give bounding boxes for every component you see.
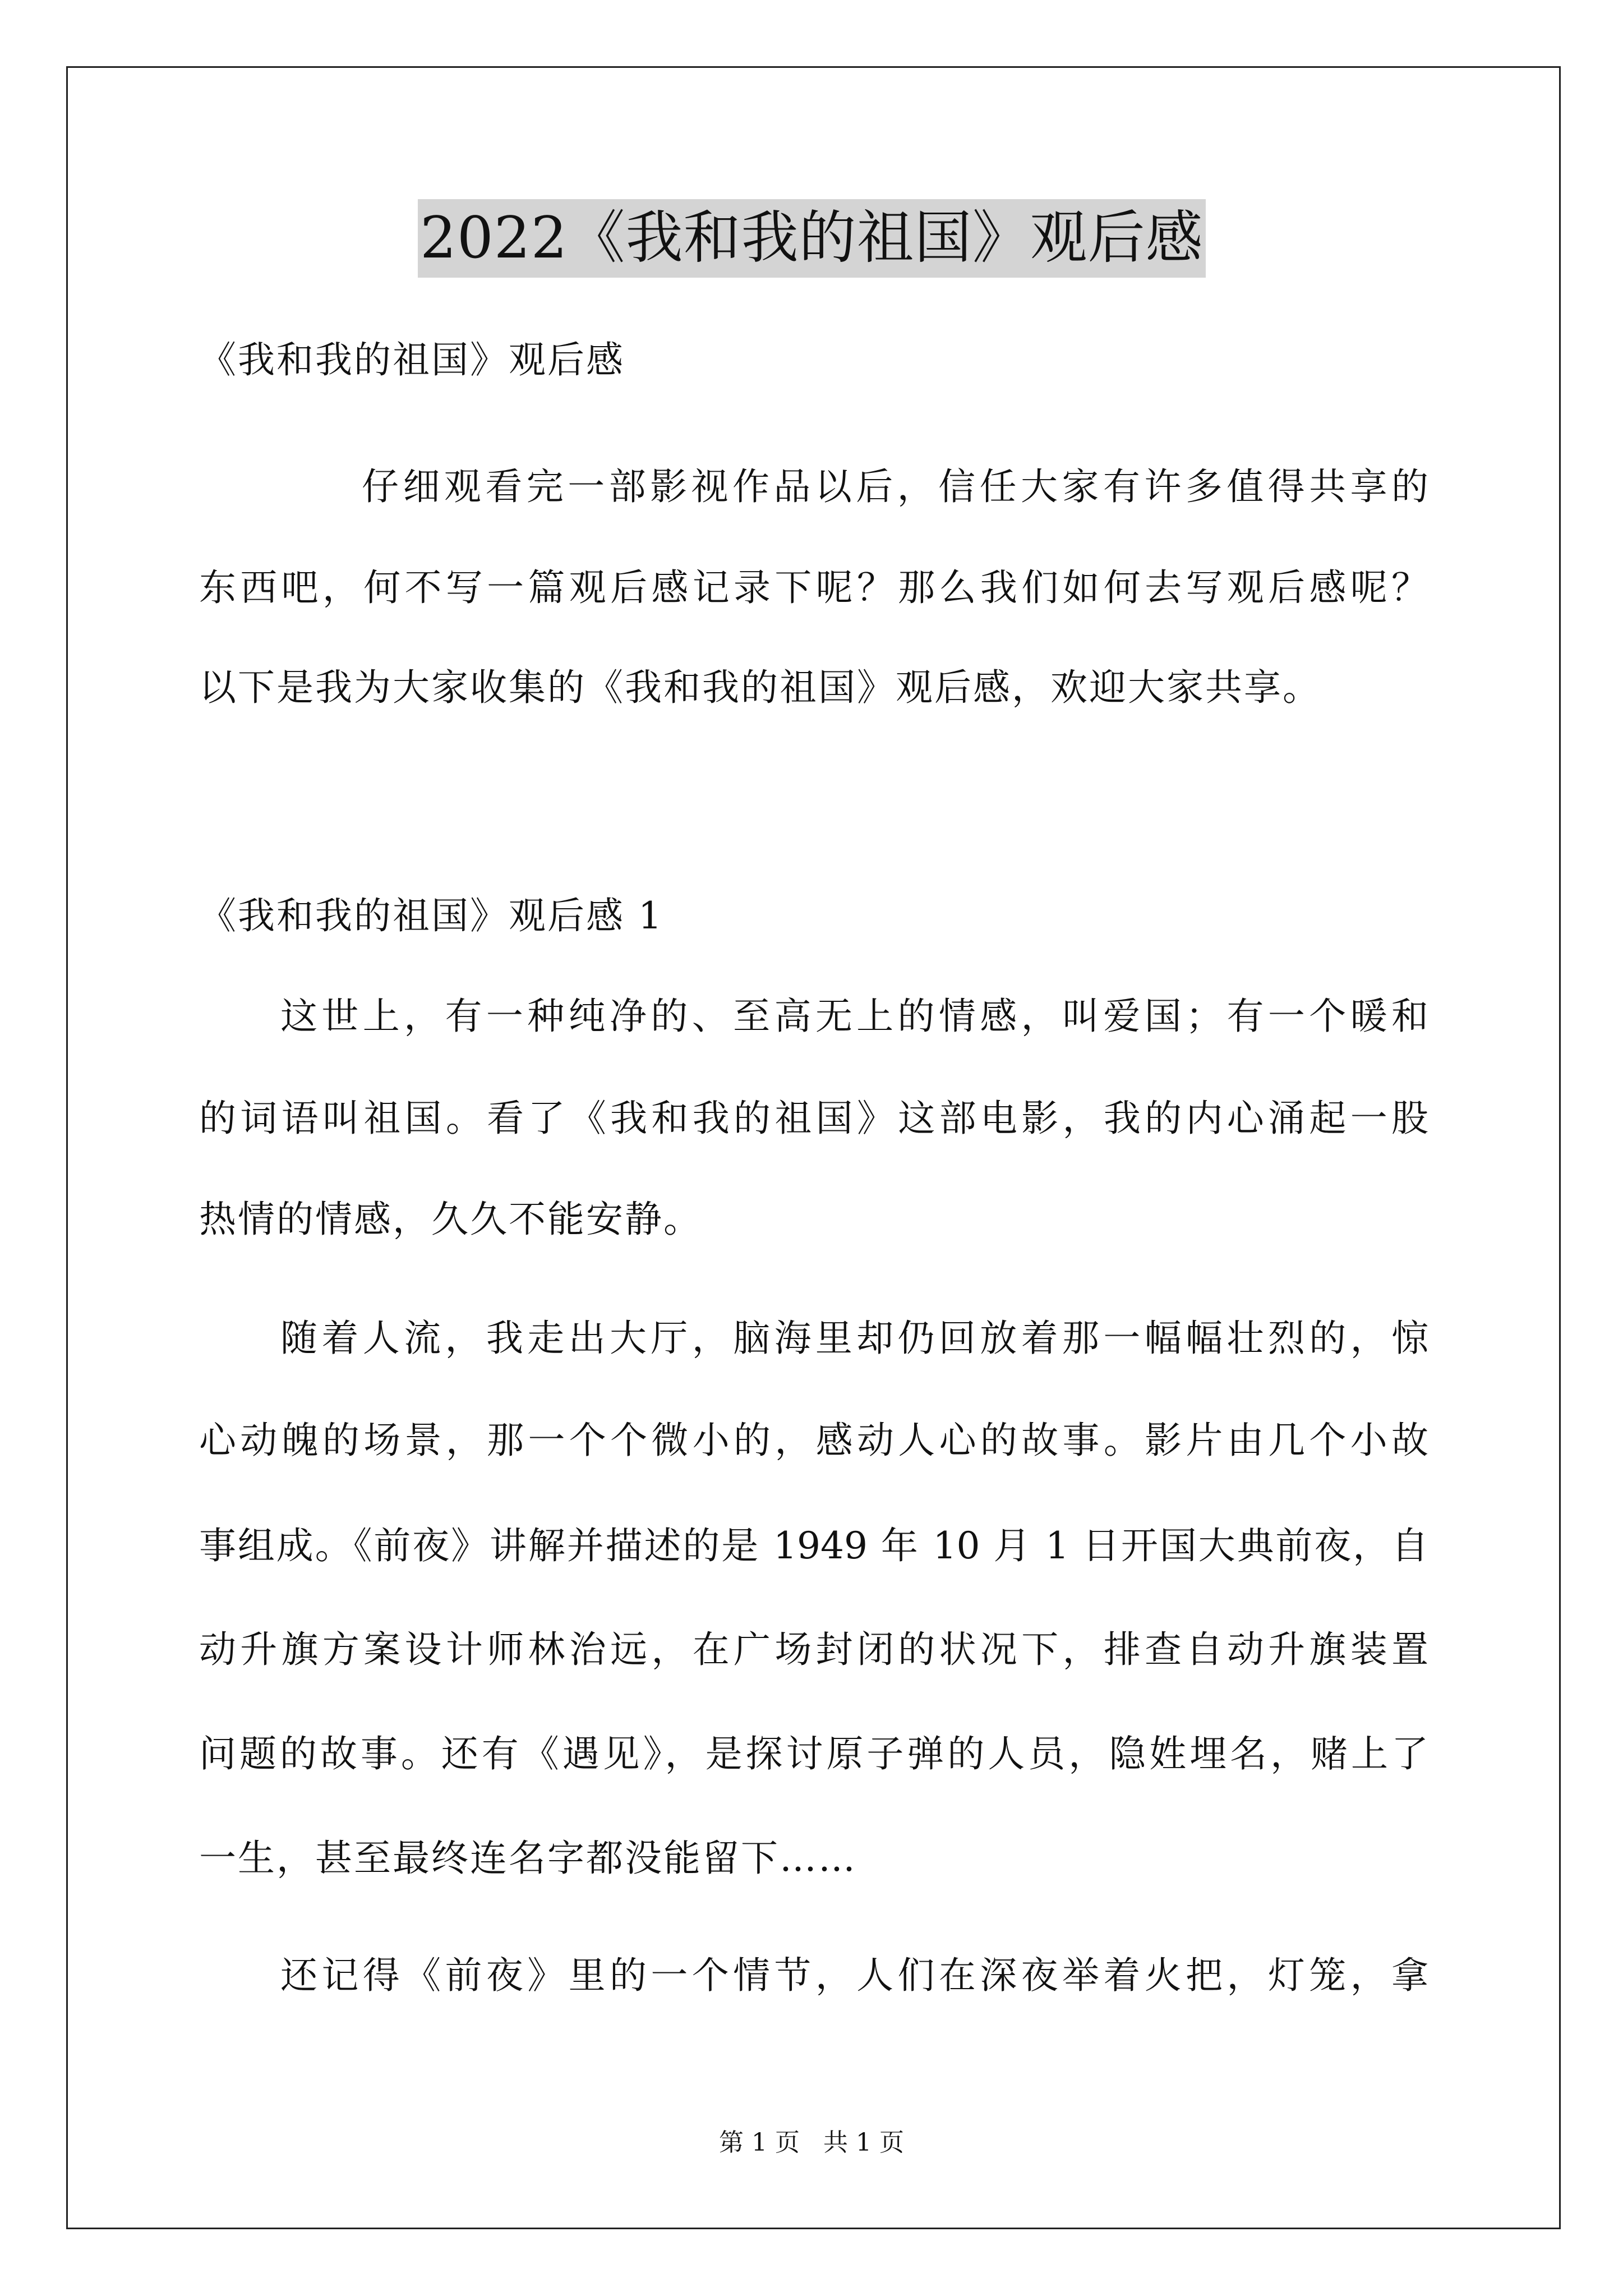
section-heading: 《我和我的祖国》观后感 1 xyxy=(199,894,663,937)
page-footer: 第 1 页 共 1 页 xyxy=(719,2128,904,2157)
paragraph-1-line-2: 的词语叫祖国。看了《我和我的祖国》这部电影，我的内心涌起一股 xyxy=(199,1097,1428,1140)
subtitle: 《我和我的祖国》观后感 xyxy=(199,338,625,381)
paragraph-2-line-1: 随着人流，我走出大厅，脑海里却仍回放着那一幅幅壮烈的，惊 xyxy=(280,1317,1428,1360)
paragraph-2-line-6: 一生，甚至最终连名字都没能留下…… xyxy=(199,1837,857,1880)
paragraph-2-line-5: 问题的故事。还有《遇见》，是探讨原子弹的人员，隐姓埋名，赌上了 xyxy=(199,1732,1428,1775)
paragraph-2-line-4: 动升旗方案设计师林治远，在广场封闭的状况下，排查自动升旗装置 xyxy=(199,1628,1428,1671)
paragraph-1-line-3: 热情的情感，久久不能安静。 xyxy=(199,1198,702,1241)
paragraph-1-line-1: 这世上，有一种纯净的、至高无上的情感，叫爱国；有一个暖和 xyxy=(280,995,1428,1038)
paragraph-2-line-2: 心动魄的场景，那一个个微小的，感动人心的故事。影片由几个小故 xyxy=(199,1419,1428,1462)
page-border xyxy=(66,66,1561,2229)
intro-line-2: 东西吧，何不写一篇观后感记录下呢？那么我们如何去写观后感呢？ xyxy=(199,566,1428,609)
paragraph-3-line-1: 还记得《前夜》里的一个情节，人们在深夜举着火把，灯笼，拿 xyxy=(280,1954,1428,1997)
paragraph-2-line-3: 事组成。《前夜》讲解并描述的是 1949 年 10 月 1 日开国大典前夜，自 xyxy=(199,1524,1428,1567)
document-title: 2022《我和我的祖国》观后感 xyxy=(418,199,1206,278)
intro-line-3: 以下是我为大家收集的《我和我的祖国》观后感，欢迎大家共享。 xyxy=(199,666,1321,709)
intro-line-1: 仔细观看完一部影视作品以后，信任大家有许多值得共享的 xyxy=(362,465,1428,508)
